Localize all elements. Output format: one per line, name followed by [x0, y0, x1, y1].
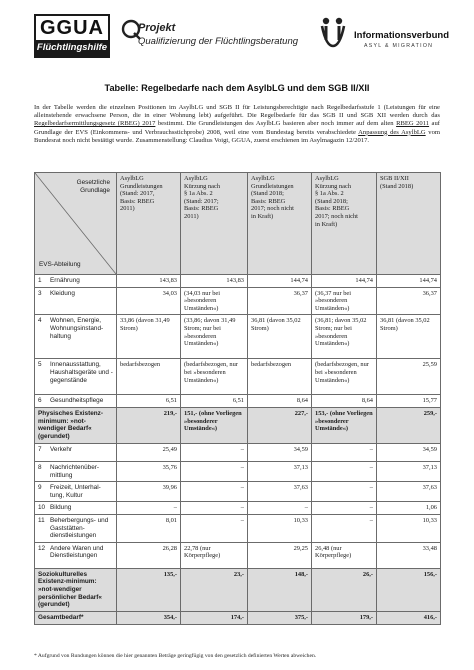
value-cell: 26,-: [312, 568, 377, 611]
row-label: [38, 290, 113, 298]
value-cell: 354,-: [117, 611, 181, 624]
row-label-cell: [35, 461, 117, 481]
value-cell: (36,81; davon 35,02 Strom; nur bei »besonderen Umständen«): [312, 315, 377, 359]
value-cell: 25,49: [117, 443, 181, 461]
value-cell: 35,76: [117, 461, 181, 481]
table-body: [35, 275, 441, 625]
projekt-label: Projekt: [138, 22, 176, 34]
table-row: [35, 461, 441, 481]
value-cell: 8,64: [312, 395, 377, 408]
table-row: [35, 514, 441, 542]
value-cell: 143,83: [181, 275, 248, 288]
column-header: AsylbLG Kürzung nach § 1a Abs. 2 (Stand 2018; Basis: RBEG 2017; noch nicht in Kraft): [312, 173, 377, 275]
row-label-text: Physisches Existenz-minimum: »not-wendiger Bedarf« (gerundet): [38, 409, 104, 440]
value-cell: 143,83: [117, 275, 181, 288]
row-label: [38, 517, 113, 540]
value-cell: 227,-: [248, 407, 312, 443]
value-cell: 6,51: [117, 395, 181, 408]
row-label-cell: [35, 407, 117, 443]
value-cell: 29,25: [248, 542, 312, 568]
row-label-cell: [35, 542, 117, 568]
value-cell: 179,-: [312, 611, 377, 624]
row-label-text: Wohnen, Energie, Wohnungsinstand-haltung: [50, 317, 104, 340]
value-cell: 26,28: [117, 542, 181, 568]
row-number: 8: [38, 463, 42, 471]
value-cell: –: [312, 443, 377, 461]
projekt-subtitle: Qualifizierung der Flüchtlingsberatung: [138, 36, 299, 47]
table-row: [35, 443, 441, 461]
value-cell: 153,- (ohne Vorliegen »besonderer Umstände«): [312, 407, 377, 443]
value-cell: 37,63: [248, 482, 312, 502]
table-corner-cell: [35, 173, 117, 275]
value-cell: 416,-: [377, 611, 441, 624]
value-cell: 22,78 (nur Körperpflege): [181, 542, 248, 568]
value-cell: (bedarfsbezogen, nur bei »besonderen Umständen«): [181, 359, 248, 395]
value-cell: –: [312, 502, 377, 515]
row-label-text: Freizeit, Unterhal-tung, Kultur: [50, 484, 101, 499]
rbeg-2011-link[interactable]: RBEG 2011: [396, 120, 430, 128]
intro-text-1: In der Tabelle werden die einzelnen Positionen im AsylbLG und SGB II für Leistungsberechtigte nach Regelbedarfsstufe 1 (Leistungen für eine alleinstehende erwachsene Person, die in einer Wohnung lebt) aufgeführt. Die Regelbedarfe für das SGB II und SGB XII werden durch das: [34, 104, 440, 120]
value-cell: 144,74: [312, 275, 377, 288]
value-cell: –: [248, 502, 312, 515]
table-sum-row: [35, 407, 441, 443]
row-label-text: Ernährung: [50, 277, 80, 284]
value-cell: (34,03 nur bei »besonderen Umständen«): [181, 287, 248, 315]
footnote: * Aufgrund von Rundungen können die hier genannten Beträge geringfügig von den gesetzlich definierten Werten abweichen.: [34, 653, 317, 659]
value-cell: 33,86 (davon 31,49 Strom): [117, 315, 181, 359]
ggua-logo-subtext: Flüchtlingshilfe: [36, 40, 108, 56]
intro-text-2: bestimmt. Die Grundleistungen des AsylbLG basieren aber noch immer auf dem alten: [155, 120, 397, 128]
value-cell: 15,77: [377, 395, 441, 408]
row-number: 9: [38, 484, 42, 492]
value-cell: 219,-: [117, 407, 181, 443]
row-label: [38, 361, 113, 384]
row-label: [38, 571, 113, 609]
value-cell: 135,-: [117, 568, 181, 611]
value-cell: 33,48: [377, 542, 441, 568]
ggua-logo: [34, 14, 110, 58]
row-label: [38, 317, 113, 340]
value-cell: 39,96: [117, 482, 181, 502]
row-number: 5: [38, 361, 42, 369]
table-row: [35, 482, 441, 502]
value-cell: 36,37: [248, 287, 312, 315]
row-label-text: Gesamtbedarf*: [38, 613, 84, 621]
row-label-cell: [35, 359, 117, 395]
value-cell: 1,06: [377, 502, 441, 515]
value-cell: 25,59: [377, 359, 441, 395]
value-cell: (33,86; davon 31,49 Strom; nur bei »besonderen Umständen«): [181, 315, 248, 359]
value-cell: –: [181, 443, 248, 461]
value-cell: bedarfsbezogen: [248, 359, 312, 395]
value-cell: 144,74: [377, 275, 441, 288]
informationsverbund-logo-icon: [318, 16, 348, 48]
value-cell: 148,-: [248, 568, 312, 611]
row-label: [38, 464, 113, 479]
row-label: [38, 484, 113, 499]
row-label: [38, 277, 113, 285]
row-number: 7: [38, 445, 42, 453]
ggua-logo-text: GGUA: [36, 16, 108, 40]
value-cell: 10,33: [377, 514, 441, 542]
value-cell: (bedarfsbezogen, nur bei »besonderen Umständen«): [312, 359, 377, 395]
row-label-cell: [35, 502, 117, 515]
row-number: 11: [38, 516, 45, 524]
value-cell: 26,48 (nur Körperpflege): [312, 542, 377, 568]
row-label-cell: [35, 395, 117, 408]
row-label-text: Verkehr: [50, 445, 73, 453]
table-sum-row: [35, 568, 441, 611]
value-cell: –: [181, 502, 248, 515]
row-number: 1: [38, 277, 42, 284]
table-header-row: [35, 173, 441, 275]
value-cell: –: [312, 514, 377, 542]
intro-paragraph: [34, 104, 440, 145]
value-cell: 23,-: [181, 568, 248, 611]
table-row: [35, 395, 441, 408]
value-cell: 36,37: [377, 287, 441, 315]
row-number: 6: [38, 397, 42, 405]
table-sum-row: [35, 611, 441, 624]
row-number: 10: [38, 504, 46, 512]
value-cell: –: [181, 482, 248, 502]
intro-text-3: auf Grundlage der EVS (Einkommens- und Verbrauchsstichprobe) 2008, weil eine vom Bundestag bereits verabschiedete: [34, 120, 440, 136]
row-label: [38, 614, 113, 622]
column-header: AsylbLG Kürzung nach § 1a Abs. 2 (Stand: 2017; Basis: RBEG 2011): [181, 173, 248, 275]
page-title: Tabelle: Regelbedarfe nach dem AsylbLG und dem SGB II/XII: [104, 83, 370, 93]
value-cell: bedarfsbezogen: [117, 359, 181, 395]
row-label-cell: [35, 315, 117, 359]
value-cell: 10,33: [248, 514, 312, 542]
value-cell: –: [181, 514, 248, 542]
table-row: [35, 359, 441, 395]
value-cell: (36,37 nur bei »besonderen Umständen«): [312, 287, 377, 315]
corner-evs-label: EVS-Abteilung: [39, 261, 81, 269]
value-cell: –: [117, 502, 181, 515]
value-cell: 259,-: [377, 407, 441, 443]
corner-legal-basis-label: Gesetzliche Grundlage: [76, 179, 110, 194]
table-row: [35, 502, 441, 515]
row-label: [38, 504, 113, 512]
row-label-text: Andere Waren und Dienstleistungen: [50, 544, 104, 560]
row-label-cell: [35, 287, 117, 315]
value-cell: 151,- (ohne Vorliegen »besonderer Umstände«): [181, 407, 248, 443]
row-label-text: Gesundheitspflege: [50, 397, 104, 405]
column-header: AsylbLG Grundleistungen (Stand: 2017, Basis: RBEG 2011): [117, 173, 181, 275]
value-cell: –: [312, 482, 377, 502]
row-label-text: Soziokulturelles Existenz-minimum: »not-wendiger persönlicher Bedarf« (gerundet): [38, 570, 102, 609]
value-cell: –: [312, 461, 377, 481]
row-label-text: Nachrichtenüber-mittlung: [50, 463, 100, 479]
row-label-cell: [35, 443, 117, 461]
table-row: [35, 542, 441, 568]
value-cell: 174,-: [181, 611, 248, 624]
value-cell: 37,13: [377, 461, 441, 481]
table-row: [35, 275, 441, 288]
informationsverbund-name: Informationsverbund: [354, 30, 450, 41]
value-cell: 34,03: [117, 287, 181, 315]
row-label: [38, 545, 113, 560]
row-label-text: Bildung: [50, 504, 72, 512]
regelbedarfe-table: [34, 172, 441, 625]
row-number: 3: [38, 289, 42, 297]
row-label-cell: [35, 482, 117, 502]
intro-text-4: vom Bundesrat noch nicht bestätigt wurde. Zusammenstellung: Claudius Voigt, GGUA, zuerst erschienen im Asylmagazin 12/2017.: [34, 128, 440, 144]
value-cell: 37,13: [248, 461, 312, 481]
page-header: [0, 0, 474, 72]
row-label: [38, 410, 113, 440]
table-row: [35, 287, 441, 315]
value-cell: 6,51: [181, 395, 248, 408]
value-cell: 34,59: [377, 443, 441, 461]
value-cell: 8,64: [248, 395, 312, 408]
row-label-cell: [35, 568, 117, 611]
row-number: 4: [38, 317, 42, 325]
column-header: AsylbLG Grundleistungen (Stand 2018; Basis: RBEG 2017; noch nicht in Kraft): [248, 173, 312, 275]
value-cell: 37,63: [377, 482, 441, 502]
row-label-cell: [35, 611, 117, 624]
row-number: 12: [38, 544, 46, 552]
value-cell: 8,01: [117, 514, 181, 542]
informationsverbund-subtitle: ASYL & MIGRATION: [364, 43, 434, 49]
column-header: SGB II/XII (Stand 2018): [377, 173, 441, 275]
value-cell: 144,74: [248, 275, 312, 288]
row-label-text: Kleidung: [50, 289, 75, 297]
row-label-text: Beherbergungs- und Gaststätten-dienstleistungen: [50, 516, 109, 540]
value-cell: 34,59: [248, 443, 312, 461]
row-label-cell: [35, 275, 117, 288]
value-cell: 36,81 (davon 35,02 Strom): [377, 315, 441, 359]
value-cell: 36,81 (davon 35,02 Strom): [248, 315, 312, 359]
value-cell: 156,-: [377, 568, 441, 611]
rbeg-2017-link[interactable]: Regelbedarfsermittlungsgesetz (RBEG) 2017: [34, 120, 156, 128]
row-label: [38, 397, 113, 405]
row-label-text: Innenausstattung, Haushaltsgeräte und -gegenstände: [50, 361, 113, 384]
value-cell: 375,-: [248, 611, 312, 624]
table-row: [35, 315, 441, 359]
row-label: [38, 446, 113, 454]
value-cell: –: [181, 461, 248, 481]
row-label-cell: [35, 514, 117, 542]
asylblg-anpassung-link[interactable]: Anpassung des AsylbLG: [358, 128, 426, 136]
